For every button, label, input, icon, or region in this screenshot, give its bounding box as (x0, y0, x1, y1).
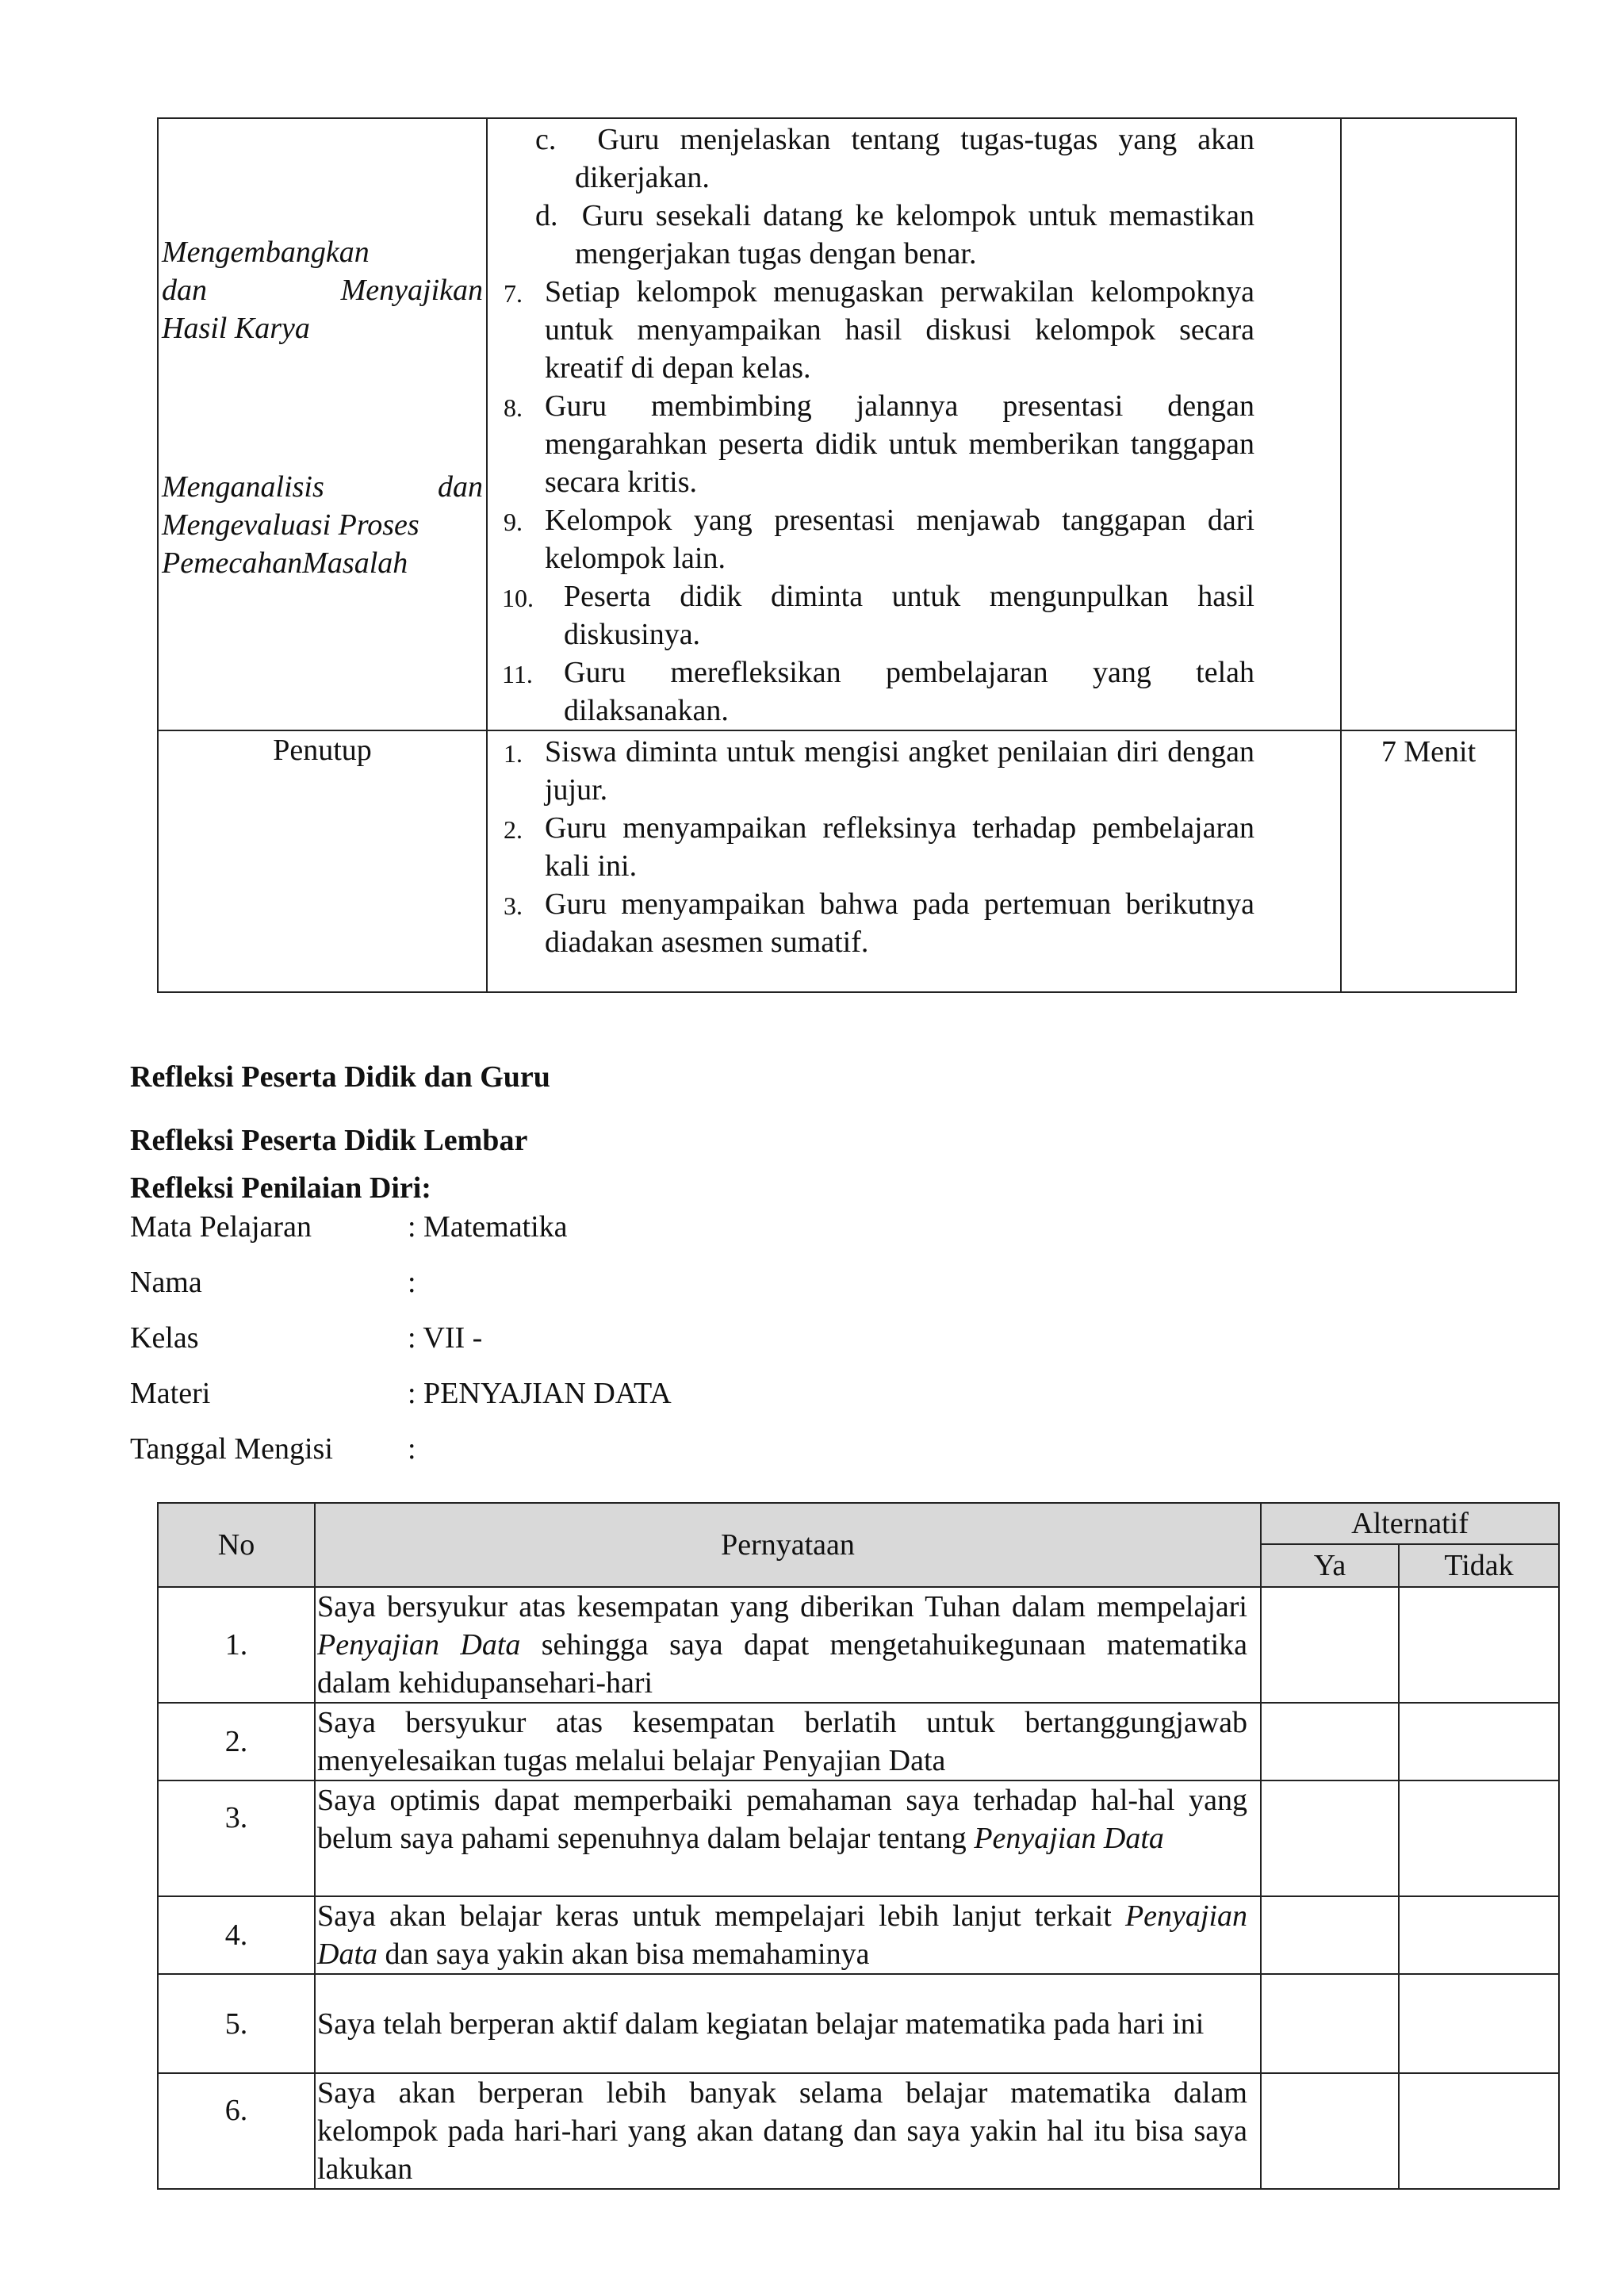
statement-row (158, 1780, 1559, 1896)
statement-row (158, 1587, 1559, 1703)
header-yes: Ya (1261, 1544, 1399, 1587)
identity-value: : Matematika (408, 1210, 568, 1244)
no-checkbox-cell[interactable] (1399, 1587, 1559, 1703)
statement-row (158, 1974, 1559, 2073)
statement-part: Saya akan belajar keras untuk mempelajari lebih lanjut terkait (317, 1899, 1125, 1933)
step-marker: d. (535, 199, 558, 232)
core-step-item (488, 387, 1340, 501)
identity-label: Tanggal Mengisi (130, 1432, 333, 1466)
phase-line: PemecahanMasalah (162, 546, 408, 580)
yes-checkbox-cell[interactable] (1261, 1587, 1399, 1703)
header-statement: Pernyataan (315, 1503, 1261, 1587)
phase-line: Hasil Karya (162, 312, 310, 345)
statement-row (158, 2073, 1559, 2189)
identity-row-name (130, 1263, 416, 1301)
identity-label: Mata Pelajaran (130, 1210, 312, 1244)
closing-step-item (488, 885, 1340, 961)
step-marker: 1. (504, 739, 523, 768)
step-marker: 9. (504, 508, 523, 536)
statement-text (315, 1587, 1261, 1703)
closing-label: Penutup (158, 730, 487, 992)
step-marker: 10. (502, 584, 534, 612)
header-no: No (158, 1503, 315, 1587)
statement-part: Saya telah berperan aktif dalam kegiatan belajar matematika pada hari ini (317, 2007, 1205, 2041)
subsection-heading: Refleksi Penilaian Diri: (130, 1171, 431, 1205)
header-no-option: Tidak (1399, 1544, 1559, 1587)
self-assessment-table (157, 1502, 1560, 2190)
identity-value: : PENYAJIAN DATA (408, 1377, 672, 1410)
closing-activity-row (158, 730, 1516, 992)
row-number: 2. (158, 1703, 315, 1780)
statement-topic: Penyajian Data (317, 1899, 1247, 1971)
statement-row (158, 1896, 1559, 1974)
sub-step-list (488, 121, 1340, 273)
identity-value: : VII - (408, 1321, 483, 1355)
yes-checkbox-cell[interactable] (1261, 2073, 1399, 2189)
phase-line: dan Menyajikan (162, 274, 483, 307)
statement-part: Saya bersyukur atas kesempatan berlatih untuk bertanggungjawab menyelesaikan tugas melalui belajar Penyajian Data (317, 1706, 1247, 1777)
row-number: 3. (158, 1780, 315, 1896)
phase-line: Menganalisis dan (162, 470, 483, 504)
no-checkbox-cell[interactable] (1399, 1780, 1559, 1896)
sub-step-item (488, 121, 1340, 197)
statement-part: Saya akan berperan lebih banyak selama belajar matematika dalam kelompok pada hari-hari yang akan datang dan saya yakin hal itu bisa saya lakukan (317, 2076, 1247, 2186)
yes-checkbox-cell[interactable] (1261, 1896, 1399, 1974)
section-heading: Refleksi Peserta Didik dan Guru (130, 1060, 550, 1094)
yes-checkbox-cell[interactable] (1261, 1974, 1399, 2073)
step-marker: 8. (504, 393, 523, 422)
phase-cell (158, 118, 487, 730)
phase-analyze (162, 468, 483, 582)
core-step-list (488, 273, 1340, 730)
core-steps-cell (487, 118, 1341, 730)
identity-label: Nama (130, 1266, 202, 1299)
step-text: Guru menjelaskan tentang tugas-tugas yang akan dikerjakan. (575, 123, 1255, 194)
yes-checkbox-cell[interactable] (1261, 1703, 1399, 1780)
step-marker: 2. (504, 815, 523, 844)
phase-line: Mengevaluasi Proses (162, 508, 419, 542)
closing-step-list (488, 733, 1340, 961)
core-step-item (488, 654, 1340, 730)
statement-part: sehingga saya dapat mengetahuikegunaan matematika dalam kehidupansehari-hari (317, 1628, 1248, 1700)
sub-step-item (488, 197, 1340, 273)
statement-text (315, 1896, 1261, 1974)
phase-develop (162, 233, 483, 347)
yes-checkbox-cell[interactable] (1261, 1780, 1399, 1896)
statement-part: Saya optimis dapat memperbaiki pemahaman saya terhadap hal-hal yang belum saya pahami sepenuhnya dalam belajar tentang (317, 1784, 1247, 1855)
step-marker: 7. (504, 279, 523, 308)
phase-line: Mengembangkan (162, 236, 370, 269)
step-text: Setiap kelompok menugaskan perwakilan kelompoknya untuk menyampaikan hasil diskusi kelompok secara kreatif di depan kelas. (545, 275, 1254, 385)
row-number: 1. (158, 1587, 315, 1703)
no-checkbox-cell[interactable] (1399, 2073, 1559, 2189)
step-text: Guru sesekali datang ke kelompok untuk memastikan mengerjakan tugas dengan benar. (575, 199, 1254, 270)
row-number: 6. (158, 2073, 315, 2189)
closing-time: 7 Menit (1341, 730, 1516, 992)
identity-label: Kelas (130, 1321, 199, 1355)
statement-text (315, 1703, 1261, 1780)
statement-text (315, 1974, 1261, 2073)
step-text: Guru menyampaikan refleksinya terhadap pembelajaran kali ini. (545, 811, 1254, 883)
core-activity-row (158, 118, 1516, 730)
identity-row-class (130, 1319, 482, 1357)
identity-row-subject (130, 1208, 568, 1246)
header-alternative: Alternatif (1261, 1503, 1559, 1544)
identity-row-material (130, 1374, 672, 1412)
step-text: Peserta didik diminta untuk mengunpulkan hasil diskusinya. (564, 580, 1254, 651)
statement-text (315, 2073, 1261, 2189)
identity-value: : (408, 1266, 416, 1299)
core-step-item (488, 577, 1340, 654)
statement-topic: Penyajian Data (317, 1628, 521, 1662)
step-text: Guru merefleksikan pembelajaran yang telah dilaksanakan. (564, 656, 1254, 727)
core-time-cell (1341, 118, 1516, 730)
identity-value: : (408, 1432, 416, 1466)
subsection-heading: Refleksi Peserta Didik Lembar (130, 1124, 528, 1157)
statement-part: dan saya yakin akan bisa memahaminya (377, 1938, 870, 1971)
core-step-item (488, 273, 1340, 387)
statement-topic: Penyajian Data (974, 1822, 1164, 1855)
no-checkbox-cell[interactable] (1399, 1896, 1559, 1974)
step-marker: 3. (504, 891, 523, 920)
statement-row (158, 1703, 1559, 1780)
step-marker: c. (535, 123, 557, 156)
statement-text (315, 1780, 1261, 1896)
step-text: Kelompok yang presentasi menjawab tanggapan dari kelompok lain. (545, 504, 1254, 575)
closing-step-item (488, 733, 1340, 809)
identity-label: Materi (130, 1377, 211, 1410)
step-marker: 11. (502, 660, 533, 688)
closing-steps-cell (487, 730, 1341, 992)
step-text: Guru membimbing jalannya presentasi dengan mengarahkan peserta didik untuk memberikan tanggapan secara kritis. (545, 389, 1254, 499)
no-checkbox-cell[interactable] (1399, 1703, 1559, 1780)
row-number: 5. (158, 1974, 315, 2073)
row-number: 4. (158, 1896, 315, 1974)
header-row (158, 1503, 1559, 1544)
identity-row-date (130, 1430, 416, 1468)
core-step-item (488, 501, 1340, 577)
closing-step-item (488, 809, 1340, 885)
step-text: Guru menyampaikan bahwa pada pertemuan berikutnya diadakan asesmen sumatif. (545, 887, 1254, 959)
statement-part: Saya bersyukur atas kesempatan yang diberikan Tuhan dalam mempelajari (317, 1590, 1247, 1623)
no-checkbox-cell[interactable] (1399, 1974, 1559, 2073)
step-text: Siswa diminta untuk mengisi angket penilaian diri dengan jujur. (545, 735, 1254, 807)
lesson-activity-table (157, 117, 1517, 993)
